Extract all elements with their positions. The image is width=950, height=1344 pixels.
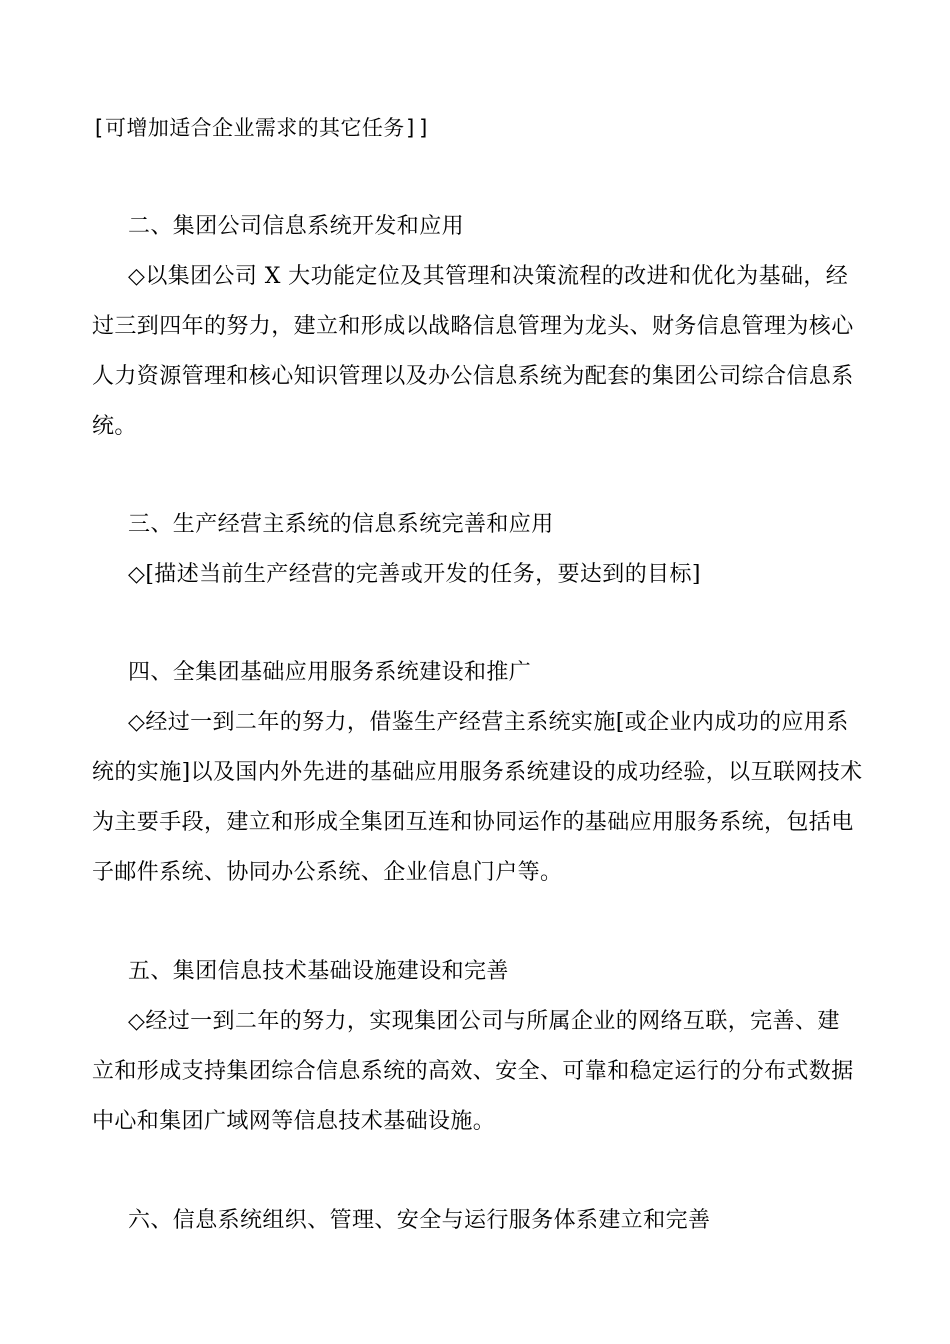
section-2-line-2: 过三到四年的努力，建立和形成以战略信息管理为龙头、财务信息管理为核心	[92, 314, 854, 339]
section-5-line-3: 中心和集团广域网等信息技术基础设施。	[92, 1109, 496, 1134]
section-heading-6: 六、信息系统组织、管理、安全与运行服务体系建立和完善	[128, 1208, 711, 1233]
section-2-line-4: 统。	[92, 414, 137, 439]
section-heading-4: 四、全集团基础应用服务系统建设和推广	[128, 660, 532, 685]
section-2-line-1: ◇以集团公司 X 大功能定位及其管理和决策流程的改进和优化为基础，经	[128, 264, 849, 289]
section-5-line-1: ◇经过一到二年的努力，实现集团公司与所属企业的网络互联，完善、建	[128, 1009, 840, 1034]
section-4-line-2: 统的实施]以及国内外先进的基础应用服务系统建设的成功经验，以互联网技术	[92, 760, 863, 785]
section-4-line-4: 子邮件系统、协同办公系统、企业信息门户等。	[92, 860, 563, 885]
section-4-line-1: ◇经过一到二年的努力，借鉴生产经营主系统实施[或企业内成功的应用系	[128, 710, 849, 735]
section-2-line-3: 人力资源管理和核心知识管理以及办公信息系统为配套的集团公司综合信息系	[92, 364, 854, 389]
section-3-line-1: ◇[描述当前生产经营的完善或开发的任务，要达到的目标]	[128, 562, 701, 587]
section-5-line-2: 立和形成支持集团综合信息系统的高效、安全、可靠和稳定运行的分布式数据	[92, 1059, 854, 1084]
top-note: [可增加适合企业需求的其它任务]]	[92, 116, 431, 140]
section-4-line-3: 为主要手段，建立和形成全集团互连和协同运作的基础应用服务系统，包括电	[92, 810, 854, 835]
section-heading-3: 三、生产经营主系统的信息系统完善和应用	[128, 512, 554, 537]
section-heading-5: 五、集团信息技术基础设施建设和完善	[128, 959, 509, 984]
section-heading-2: 二、集团公司信息系统开发和应用	[128, 214, 465, 239]
